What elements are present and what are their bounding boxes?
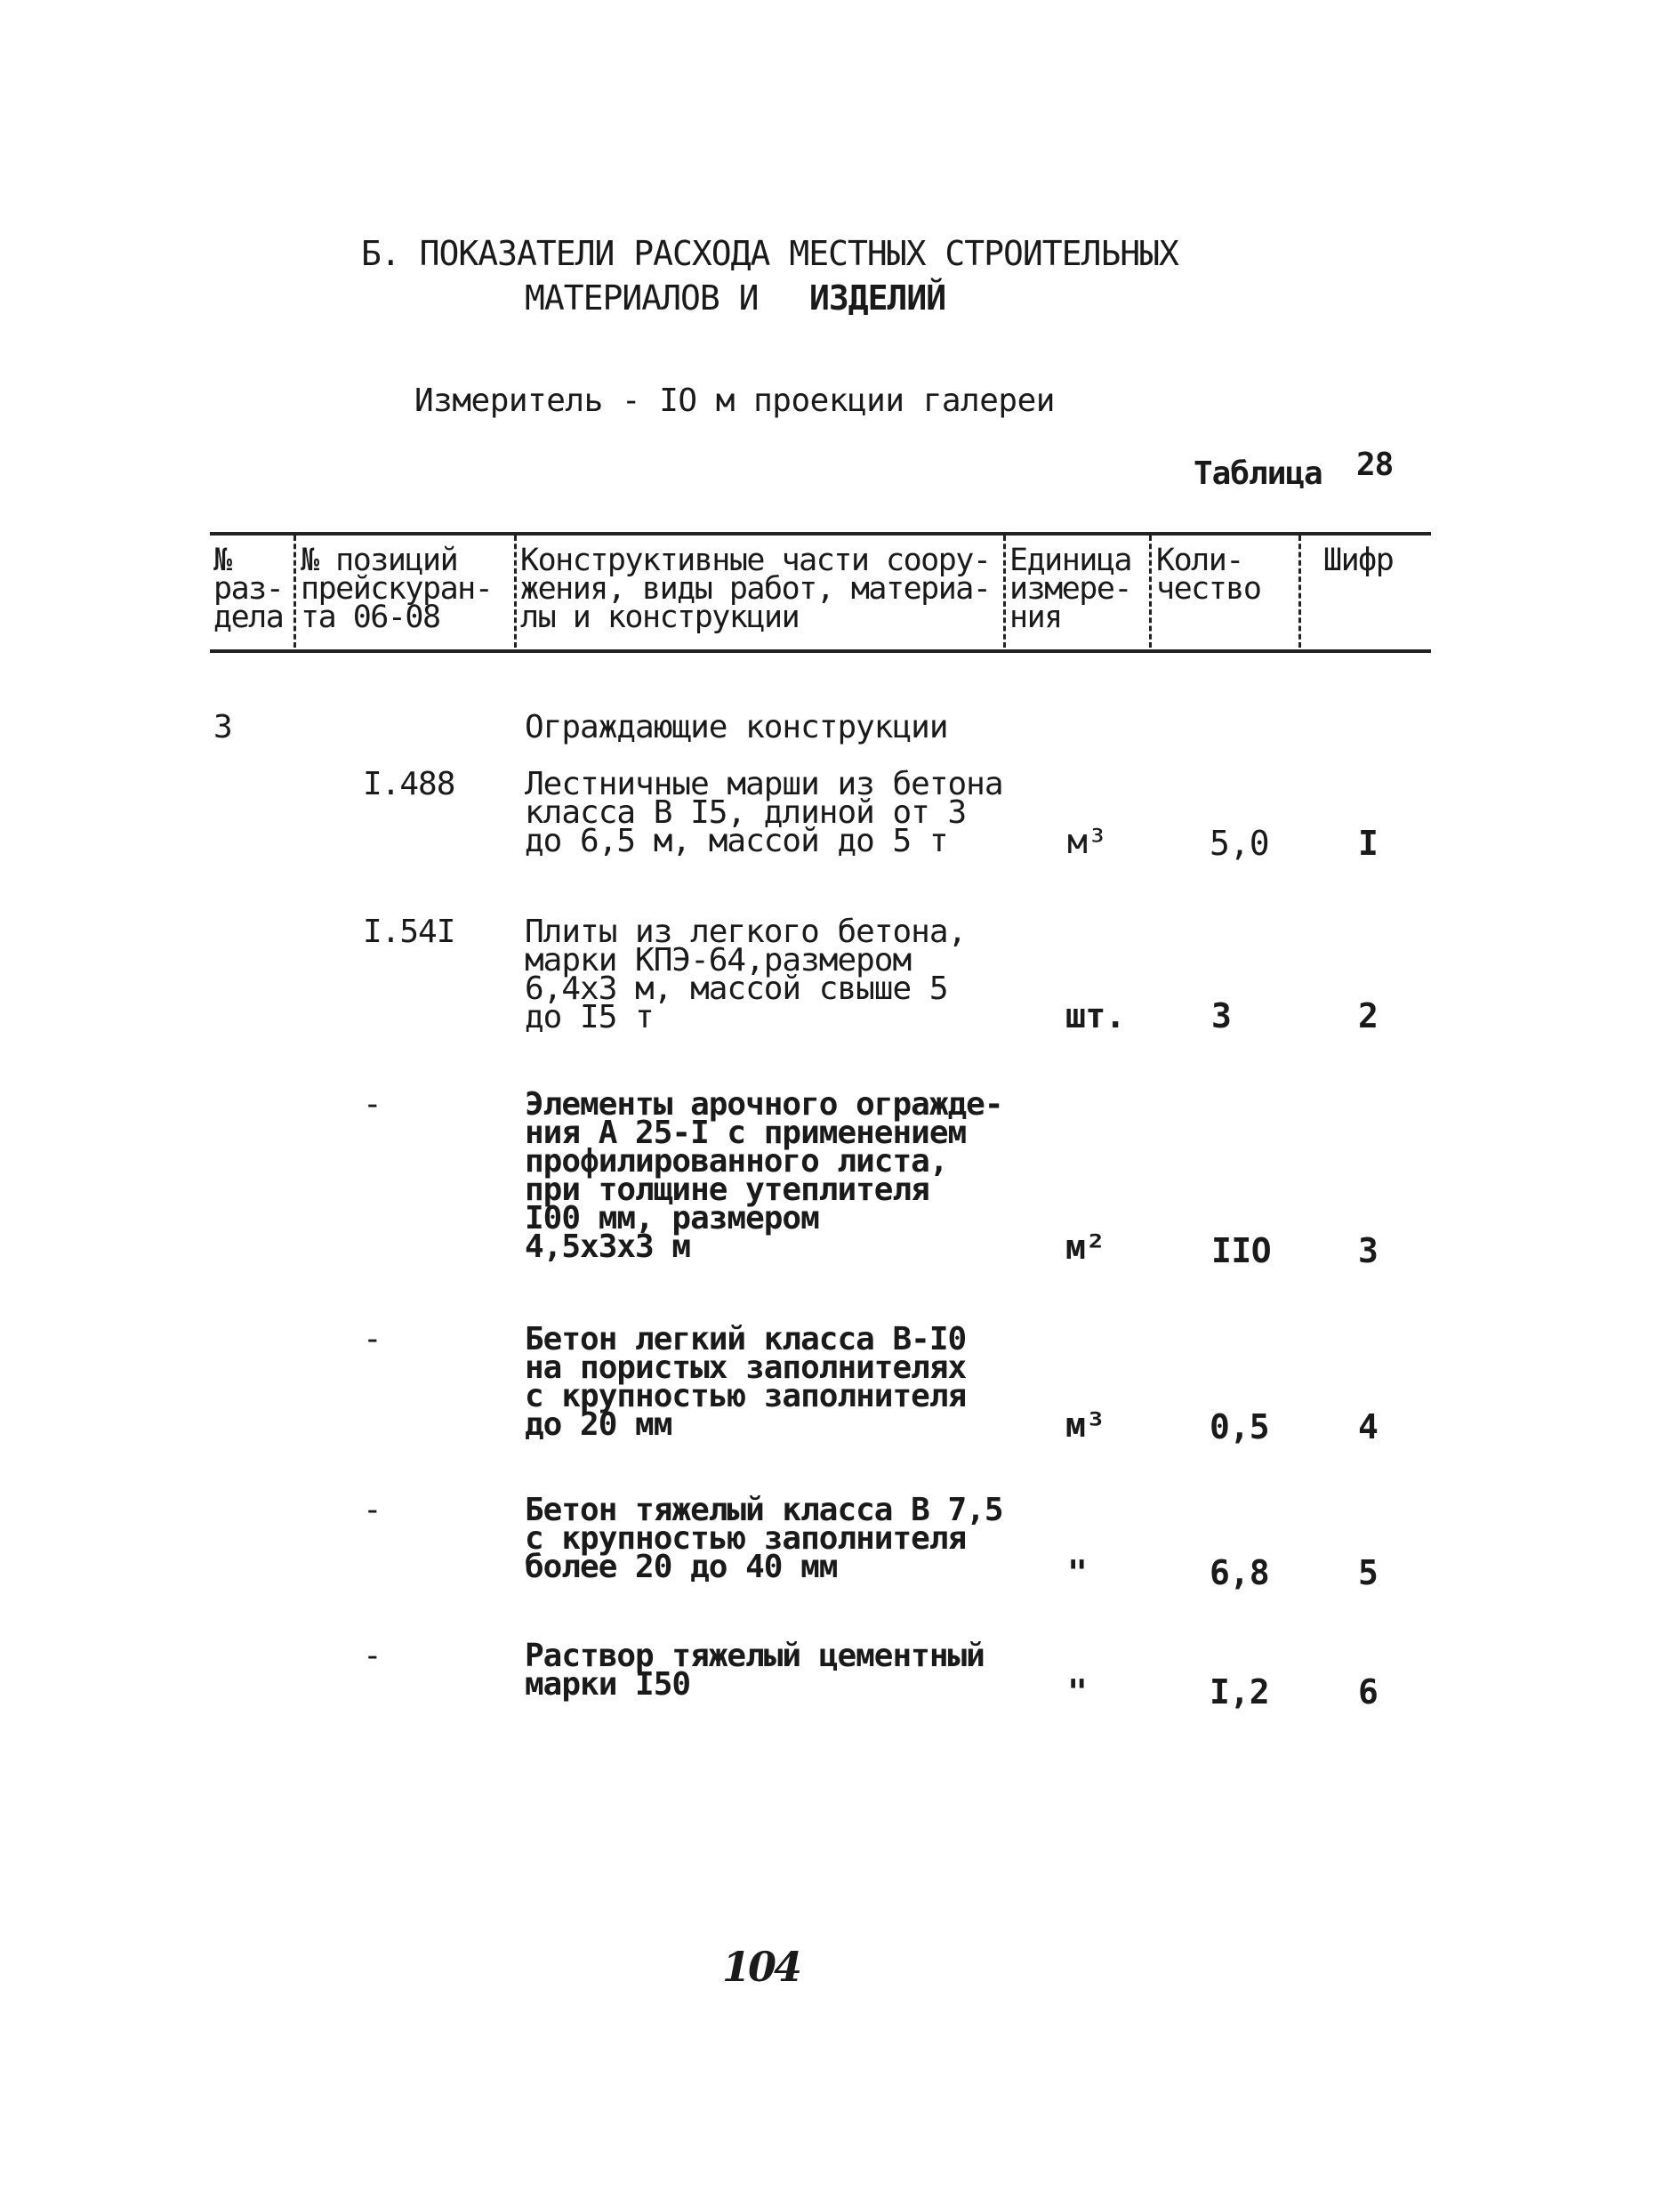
column-separator bbox=[514, 536, 517, 648]
measure-line: Измеритель - IO м проекции галереи bbox=[414, 383, 1055, 419]
section-title: Ограждающие конструкции bbox=[525, 709, 948, 745]
column-separator bbox=[293, 536, 296, 648]
row-unit: м² bbox=[1065, 1228, 1105, 1267]
row-quantity: 5,0 bbox=[1210, 824, 1270, 863]
row-position: I.488 bbox=[363, 766, 455, 802]
row-position: - bbox=[363, 1492, 382, 1528]
row-code: 2 bbox=[1358, 996, 1379, 1035]
row-quantity: I,2 bbox=[1210, 1672, 1270, 1712]
header-bottom-rule bbox=[210, 649, 1431, 653]
table-label: Таблица bbox=[1194, 455, 1322, 492]
column-separator bbox=[1003, 536, 1006, 648]
page-number: 104 bbox=[722, 1943, 800, 1991]
row-position: - bbox=[363, 1638, 382, 1674]
row-quantity: 0,5 bbox=[1210, 1407, 1270, 1446]
row-position: I.54I bbox=[363, 914, 455, 950]
heading-line-2b: ИЗДЕЛИЙ bbox=[809, 278, 946, 318]
heading-line-2a: МАТЕРИАЛОВ И bbox=[525, 278, 759, 318]
row-unit: " bbox=[1067, 1672, 1088, 1712]
column-header-code: Шифр bbox=[1323, 543, 1394, 578]
row-quantity: IIO bbox=[1211, 1231, 1272, 1270]
row-description: Лестничные марши из бетона класса В I5, длиной от 3 до 6,5 м, массой до 5 т bbox=[525, 766, 1003, 859]
column-header-quantity: Коли- чество bbox=[1156, 543, 1261, 607]
row-description: Бетон легкий класса В-I0 на пористых заполнителях с крупностью заполнителя до 20 мм bbox=[525, 1321, 967, 1443]
header-top-rule bbox=[210, 532, 1431, 536]
section-number: 3 bbox=[213, 709, 232, 745]
row-quantity: 3 bbox=[1211, 996, 1232, 1035]
row-unit: м³ bbox=[1067, 822, 1107, 861]
row-unit: м³ bbox=[1065, 1406, 1105, 1445]
column-header-position: № позиций прейскуран- та 06-08 bbox=[301, 543, 493, 635]
heading-line-1: Б. ПОКАЗАТЕЛИ РАСХОДА МЕСТНЫХ СТРОИТЕЛЬНЫХ bbox=[361, 234, 1178, 273]
row-unit: шт. bbox=[1065, 996, 1126, 1035]
row-description: Элементы арочного огражде- ния А 25-I с применением профилированного листа, при толщине утеплителя I00 мм, размером 4,5х3х3 м bbox=[525, 1086, 1003, 1265]
row-code: 4 bbox=[1358, 1407, 1379, 1446]
row-code: I bbox=[1358, 824, 1379, 863]
row-position: - bbox=[363, 1086, 382, 1123]
column-header-parts: Конструктивные части соору- жения, виды работ, материа- лы и конструкции bbox=[520, 543, 991, 635]
column-separator bbox=[1149, 536, 1152, 648]
row-code: 3 bbox=[1358, 1231, 1379, 1270]
row-code: 6 bbox=[1358, 1672, 1379, 1712]
row-description: Плиты из легкого бетона, марки КПЭ-64,размером 6,4х3 м, массой свыше 5 до I5 т bbox=[525, 914, 967, 1035]
row-unit: " bbox=[1067, 1553, 1088, 1592]
row-description: Раствор тяжелый цементный марки I50 bbox=[525, 1638, 985, 1703]
column-header-section: № раз- дела bbox=[213, 543, 284, 635]
row-description: Бетон тяжелый класса В 7,5 с крупностью заполнителя более 20 до 40 мм bbox=[525, 1492, 1003, 1585]
row-quantity: 6,8 bbox=[1210, 1553, 1270, 1592]
column-header-unit: Единица измере- ния bbox=[1009, 543, 1132, 635]
row-position: - bbox=[363, 1321, 382, 1357]
column-separator bbox=[1298, 536, 1301, 648]
table-number: 28 bbox=[1356, 447, 1394, 483]
row-code: 5 bbox=[1358, 1553, 1379, 1592]
